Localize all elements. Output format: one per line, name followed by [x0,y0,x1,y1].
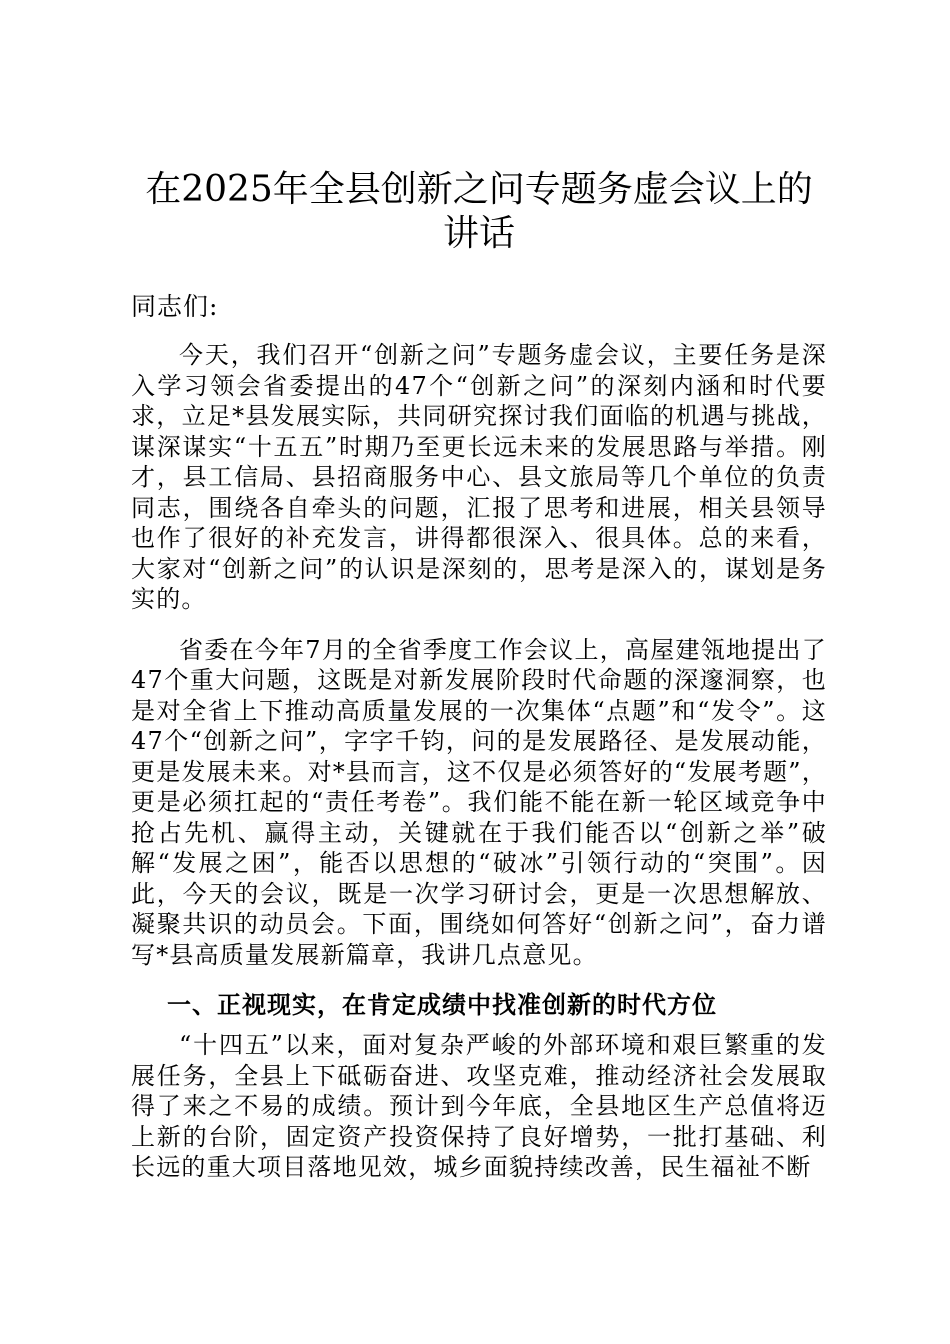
salutation: 同志们: [131,292,219,321]
document-page [131,168,827,1183]
section-heading-1: 一、正视现实，在肯定成绩中找准创新的时代方位 [167,990,717,1019]
document-title: 在2025年全县创新之问专题务虚会议上的讲话 [145,169,813,254]
section-1-paragraph: “十四五”以来，面对复杂严峻的外部环境和艰巨繁重的发展任务，全县上下砥砺奋进、攻坚克难，推动经济社会发展取得了来之不易的成绩。预计到今年底，全县地区生产总值将迈上新的台阶，固定资产投资保持了良好增势，一批打基础、利长远的重大项目落地见效，城乡面貌持续改善，民生福祉不断 [131,1031,827,1181]
body-paragraph-2: 省委在今年7月的全省季度工作会议上，高屋建瓴地提出了47个重大问题，这既是对新发展阶段时代命题的深邃洞察，也是对全省上下推动高质量发展的一次集体“点题”和“发令”。这47个“创新之问”，字字千钧，问的是发展路径、是发展动能，更是发展未来。对*县而言，这不仅是必须答好的“发展考题”，更是必须扛起的“责任考卷”。我们能不能在新一轮区域竞争中抢占先机、赢得主动，关键就在于我们能否以“创新之举”破解“发展之困”，能否以思想的“破冰”引领行动的“突围”。因此，今天的会议，既是一次学习研讨会，更是一次思想解放、凝聚共识的动员会。下面，围绕如何答好“创新之问”，奋力谱写*县高质量发展新篇章，我讲几点意见。 [131,635,827,969]
body-paragraph-1: 今天，我们召开“创新之问”专题务虚会议，主要任务是深入学习领会省委提出的47个“创新之问”的深刻内涵和时代要求，立足*县发展实际，共同研究探讨我们面临的机遇与挑战，谋深谋实“十五五”时期乃至更长远未来的发展思路与举措。刚才，县工信局、县招商服务中心、县文旅局等几个单位的负责同志，围绕各自牵头的问题，汇报了思考和进展，相关县领导也作了很好的补充发言，讲得都很深入、很具体。总的来看，大家对“创新之问”的认识是深刻的，思考是深入的，谋划是务实的。 [131,341,827,613]
